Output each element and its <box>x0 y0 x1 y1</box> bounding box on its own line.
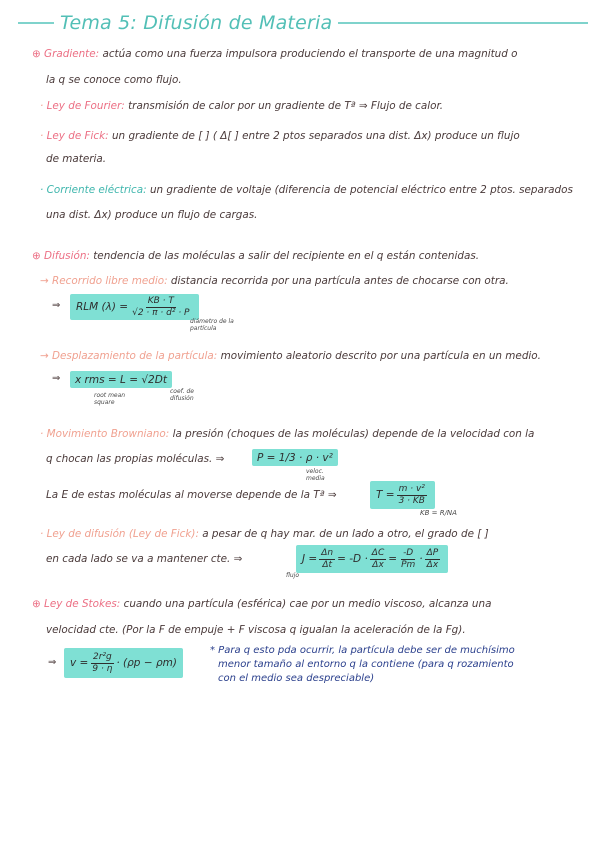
difusion-label: Difusión: <box>44 250 90 262</box>
fick-fraction-1 <box>319 548 335 571</box>
stokes-note-3: con el medio sea despreciable) <box>218 673 375 684</box>
recorrido-text: distancia recorrida por una partícula antes de chocarse con otra. <box>170 275 509 287</box>
presion-formula: P = 1/3 · ρ · v² <box>252 449 338 466</box>
rlm-fraction <box>130 296 191 319</box>
gradiente-line-2: la q se conoce como flujo. <box>46 74 182 86</box>
page-title: Tema 5: Difusión de Materia <box>60 12 333 34</box>
temperatura-formula-lhs: T = <box>376 489 395 501</box>
bullet-dot-icon: · <box>40 528 44 540</box>
fick-fraction-1-den: Δt <box>322 559 333 570</box>
browniano-line-1 <box>40 427 534 441</box>
bullet-dot-icon: · <box>40 428 44 440</box>
corriente-text-1: un gradiente de voltaje (diferencia de potencial eléctrico entre 2 ptos. separados <box>149 184 573 196</box>
fick-law-formula <box>296 545 448 573</box>
flujo-note: flujo <box>286 572 300 579</box>
corriente-line-2: una dist. Δx) produce un flujo de cargas. <box>46 209 258 221</box>
browniano-label: Movimiento Browniano: <box>46 428 170 440</box>
bullet-dot-icon: · <box>40 130 44 142</box>
fick-law-line-1 <box>40 527 489 541</box>
bullet-icon: ⊕ <box>32 598 41 610</box>
fick-dot: · <box>419 553 423 565</box>
fick-eq-1: = -D · <box>337 553 368 565</box>
difusion-text: tendencia de las moléculas a salir del recipiente en el q están contenidas. <box>93 250 480 262</box>
stokes-line-2: velocidad cte. (Por la F de empuje + F viscosa q igualan la aceleración de la Fg). <box>46 624 466 636</box>
fick-eq-2: = <box>388 553 398 565</box>
temperatura-formula <box>370 481 435 509</box>
temperatura-fraction <box>397 484 427 507</box>
fick-fraction-2-num: ΔC <box>371 547 385 558</box>
fourier-line <box>40 99 443 113</box>
gradiente-line-1 <box>32 47 518 61</box>
stokes-denominator: 9 · η <box>92 663 113 674</box>
fick-fraction-3 <box>399 548 417 571</box>
fick-line-2: de materia. <box>46 153 107 165</box>
rlm-formula <box>70 294 199 320</box>
stokes-fraction <box>90 652 114 675</box>
stokes-label: Ley de Stokes: <box>44 598 121 610</box>
rlm-denominator: √2 · π · d² · P <box>132 307 190 318</box>
stokes-numerator: 2r²g <box>92 651 112 662</box>
desplazamiento-label: → Desplazamiento de la partícula: <box>40 350 218 362</box>
stokes-line-1 <box>32 597 491 611</box>
bullet-dot-icon: · <box>40 184 44 196</box>
fick-fraction-4-num: ΔP <box>426 547 439 558</box>
stokes-note-2: menor tamaño al entorno q la contiene (para q rozamiento <box>218 659 514 670</box>
fick-law-label: Ley de difusión (Ley de Fick): <box>46 528 199 540</box>
xrms-note: root mean square <box>94 392 126 406</box>
fick-fraction-2-den: Δx <box>372 559 384 570</box>
desplazamiento-text: movimiento aleatorio descrito por una partícula en un medio. <box>220 350 541 362</box>
title-row <box>18 10 588 36</box>
fourier-text: transmisión de calor por un gradiente de Tª ⇒ Flujo de calor. <box>128 100 444 112</box>
coef-difusion-note: coef. de difusión <box>170 388 194 402</box>
fick-fraction-3-num: -D <box>403 547 414 558</box>
rlm-formula-lhs: RLM (λ) = <box>76 301 129 313</box>
fick-fraction-3-den: Pm <box>401 559 416 570</box>
stokes-text-1: cuando una partícula (esférica) cae por un medio viscoso, alcanza una <box>123 598 492 610</box>
gradiente-label: Gradiente: <box>44 48 100 60</box>
fick-text-1: un gradiente de [ ] ( Δ[ ] entre 2 ptos separados una dist. Δx) produce un flujo <box>111 130 520 142</box>
stokes-note-1: * Para q esto pda ocurrir, la partícula debe ser de muchísimo <box>210 645 515 656</box>
fick-fraction-1-num: Δn <box>321 547 334 558</box>
difusion-line <box>32 249 479 263</box>
fick-fraction-4 <box>425 548 441 571</box>
implies-arrow-icon: ⇒ <box>52 373 61 384</box>
fick-law-line-2: en cada lado se va a mantener cte. ⇒ <box>46 553 243 565</box>
stokes-formula-lhs: v = <box>70 657 89 669</box>
xrms-formula: x rms = L = √2Dt <box>70 371 172 388</box>
fick-law-text-1: a pesar de q hay mar. de un lado a otro, el grado de [ ] <box>202 528 489 540</box>
stokes-formula <box>64 648 183 678</box>
browniano-line-2: q chocan las propias moléculas. ⇒ <box>46 453 225 465</box>
gradiente-text-1: actúa como una fuerza impulsora produciendo el transporte de una magnitud o <box>102 48 518 60</box>
corriente-line-1 <box>40 183 573 197</box>
velocidad-media-note: veloc. media <box>306 468 325 482</box>
recorrido-label: → Recorrido libre medio: <box>40 275 168 287</box>
implies-arrow-icon: ⇒ <box>52 300 61 311</box>
title-divider-right <box>338 22 588 24</box>
browniano-text-1: la presión (choques de las moléculas) depende de la velocidad con la <box>172 428 535 440</box>
desplazamiento-line <box>40 349 541 363</box>
corriente-label: Corriente eléctrica: <box>46 184 147 196</box>
fick-label: Ley de Fick: <box>46 130 109 142</box>
fick-fraction-2 <box>370 548 386 571</box>
stokes-formula-rest: · (ρp − ρm) <box>116 657 177 669</box>
bullet-icon: ⊕ <box>32 250 41 262</box>
recorrido-line <box>40 274 509 288</box>
bullet-dot-icon: · <box>40 100 44 112</box>
temperatura-numerator: m · v² <box>398 483 425 494</box>
title-divider-left <box>18 22 54 24</box>
fourier-label: Ley de Fourier: <box>46 100 125 112</box>
rlm-numerator: KB · T <box>147 295 174 306</box>
temperatura-denominator: 3 · KB <box>398 495 425 506</box>
fick-law-j: J = <box>302 553 318 565</box>
fick-fraction-4-den: Δx <box>426 559 439 570</box>
fick-line-1 <box>40 129 520 143</box>
bullet-icon: ⊕ <box>32 48 41 60</box>
kb-note: KB = R/NA <box>420 509 457 517</box>
implies-arrow-icon: ⇒ <box>48 657 57 668</box>
browniano-line-3: La E de estas moléculas al moverse depende de la Tª ⇒ <box>46 489 337 501</box>
rlm-diameter-note: diámetro de la partícula <box>190 318 234 332</box>
